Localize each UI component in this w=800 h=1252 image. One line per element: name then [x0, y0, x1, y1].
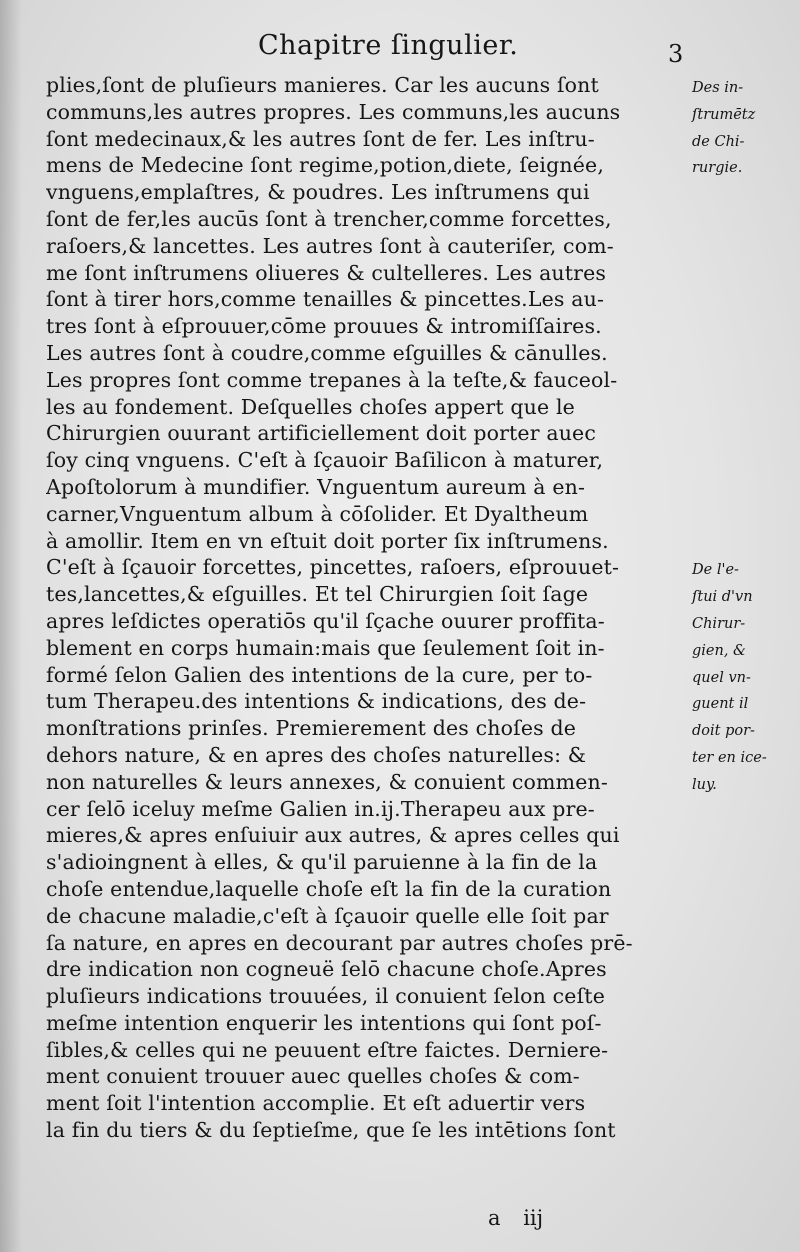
text-line	[46, 1117, 796, 1144]
line-text: ſont de fer,les aucūs ſont à trencher,comme forcettes,	[46, 206, 612, 231]
text-line	[46, 930, 796, 957]
line-text: s'adioingnent à elles, & qu'il paruienne à la fin de la	[46, 850, 598, 875]
text-line	[46, 635, 796, 662]
text-line	[46, 179, 796, 206]
text-line	[46, 769, 796, 796]
text-line	[46, 367, 796, 394]
text-line	[46, 662, 796, 689]
line-text: pluſieurs indications trouuées, il conuient ſelon ceſte	[46, 984, 605, 1009]
text-line	[46, 1010, 796, 1037]
line-text: Chirurgien ouurant artificiellement doit porter auec	[46, 421, 596, 446]
line-text: à amollir. Item en vn eſtuit doit porter ſix inſtrumens.	[46, 528, 609, 553]
line-text: blement en corps humain:mais que ſeulement ſoit in-	[46, 635, 605, 660]
text-line	[46, 876, 796, 903]
line-text: ſa nature, en apres en decourant par autres choſes prē-	[46, 930, 633, 955]
text-line	[46, 313, 796, 340]
margin-note: Des in-	[692, 80, 744, 96]
text-line	[46, 152, 796, 179]
margin-note: guent il	[692, 696, 749, 713]
line-text: tes,lancettes,& eſguilles. Et tel Chirurgien ſoit ſage	[46, 582, 589, 607]
text-line	[46, 340, 796, 367]
line-text: vnguens,emplaſtres, & poudres. Les inſtrumens qui	[46, 180, 590, 205]
text-line	[46, 206, 796, 233]
line-text: carner,Vnguentum album à cōſolider. Et Dyaltheum	[46, 501, 589, 526]
text-line	[46, 983, 796, 1010]
line-text: la fin du tiers & du ſeptieſme, que ſe les intētions ſont	[46, 1118, 616, 1143]
margin-note: ſtui d'vn	[692, 589, 753, 606]
margin-note: De l'e-	[692, 562, 739, 579]
text-line	[46, 608, 796, 635]
line-text: de chacune maladie,c'eſt à ſçauoir quelle elle ſoit par	[46, 903, 609, 928]
body-text	[46, 72, 796, 1144]
line-text: mieres,& apres enſuiuir aux autres, & apres celles qui	[46, 823, 620, 848]
line-text: non naturelles & leurs annexes, & conuient commen-	[46, 769, 608, 794]
line-text: cer ſelō iceluy meſme Galien in.ij.Therapeu aux pre-	[46, 796, 595, 821]
margin-note: luy.	[692, 776, 717, 793]
text-line	[46, 796, 796, 823]
text-line	[46, 554, 796, 581]
line-text: Apoſtolorum à mundifier. Vnguentum aureum à en-	[46, 474, 586, 499]
line-text: ſibles,& celles qui ne peuuent eſtre faictes. Derniere-	[46, 1037, 609, 1062]
line-text: meſme intention enquerir les intentions qui ſont poſ-	[46, 1010, 602, 1035]
line-text: mens de Medecine ſont regime,potion,diete, ſeignée,	[46, 153, 604, 178]
line-text: formé ſelon Galien des intentions de la cure, per to-	[46, 662, 593, 687]
text-line	[46, 1090, 796, 1117]
line-text: ſont medecinaux,& les autres ſont de fer. Les inſtru-	[46, 126, 595, 151]
text-line	[46, 420, 796, 447]
margin-note: rurgie.	[692, 160, 743, 177]
line-text: ment ſoit l'intention accomplie. Et eſt aduertir vers	[46, 1091, 586, 1116]
line-text: apres leſdictes operatiōs qu'il ſçache ouurer proffita-	[46, 608, 605, 633]
line-text: choſe entendue,laquelle choſe eſt la fin de la curation	[46, 876, 612, 901]
signature-mark: a iij	[488, 1206, 544, 1230]
text-line	[46, 956, 796, 983]
page-number: 3	[668, 40, 684, 68]
line-text: ſont à tirer hors,comme tenailles & pincettes.Les au-	[46, 287, 605, 312]
running-title: Chapitre ſingulier.	[258, 30, 519, 61]
margin-note: ſtrumētz	[692, 106, 756, 123]
text-line	[46, 501, 796, 528]
text-line	[46, 849, 796, 876]
line-text: dehors nature, & en apres des choſes naturelles: &	[46, 742, 587, 767]
text-line	[46, 1037, 796, 1064]
text-line	[46, 822, 796, 849]
line-text: ſoy cinq vnguens. C'eſt à ſçauoir Baſilicon à maturer,	[46, 448, 604, 473]
line-text: tres ſont à eſprouuer,cōme prouues & intromiſſaires.	[46, 314, 602, 339]
line-text: me ſont inſtrumens oliueres & cultelleres. Les autres	[46, 260, 607, 285]
line-text: dre indication non cogneuë ſelō chacune choſe.Apres	[46, 957, 607, 982]
line-text: les au fondement. Deſquelles choſes appert que le	[46, 394, 575, 419]
margin-note: Chirur-	[692, 615, 746, 632]
margin-note: de Chi-	[692, 133, 745, 150]
text-line	[46, 286, 796, 313]
margin-note: quel vn-	[692, 669, 751, 686]
text-line	[46, 903, 796, 930]
text-line	[46, 528, 796, 555]
line-text: communs,les autres propres. Les communs,les aucuns	[46, 99, 621, 124]
text-line	[46, 99, 796, 126]
text-line	[46, 742, 796, 769]
margin-note: ter en ice-	[692, 749, 767, 766]
margin-note: doit por-	[692, 723, 755, 740]
margin-note: gien, &	[692, 642, 746, 659]
text-line	[46, 126, 796, 153]
text-line	[46, 72, 796, 99]
text-line	[46, 474, 796, 501]
line-text: C'eſt à ſçauoir forcettes, pincettes, raſoers, eſprouuet-	[46, 555, 620, 580]
line-text: ment conuient trouuer auec quelles choſes & com-	[46, 1064, 580, 1089]
text-line	[46, 260, 796, 287]
text-line	[46, 447, 796, 474]
line-text: Les propres ſont comme trepanes à la teſte,& fauceol-	[46, 367, 618, 392]
text-line	[46, 1063, 796, 1090]
line-text: tum Therapeu.des intentions & indications, des de-	[46, 689, 587, 714]
text-line	[46, 394, 796, 421]
text-line	[46, 715, 796, 742]
page-edge-shadow	[0, 0, 22, 1252]
line-text: plies,ſont de pluſieurs manieres. Car les aucuns ſont	[46, 73, 599, 97]
line-text: Les autres ſont à coudre,comme eſguilles & cānulles.	[46, 340, 608, 365]
text-line	[46, 581, 796, 608]
text-line	[46, 233, 796, 260]
line-text: monſtrations prinſes. Premierement des choſes de	[46, 716, 576, 741]
text-line	[46, 688, 796, 715]
line-text: raſoers,& lancettes. Les autres ſont à cauteriſer, com-	[46, 233, 614, 258]
